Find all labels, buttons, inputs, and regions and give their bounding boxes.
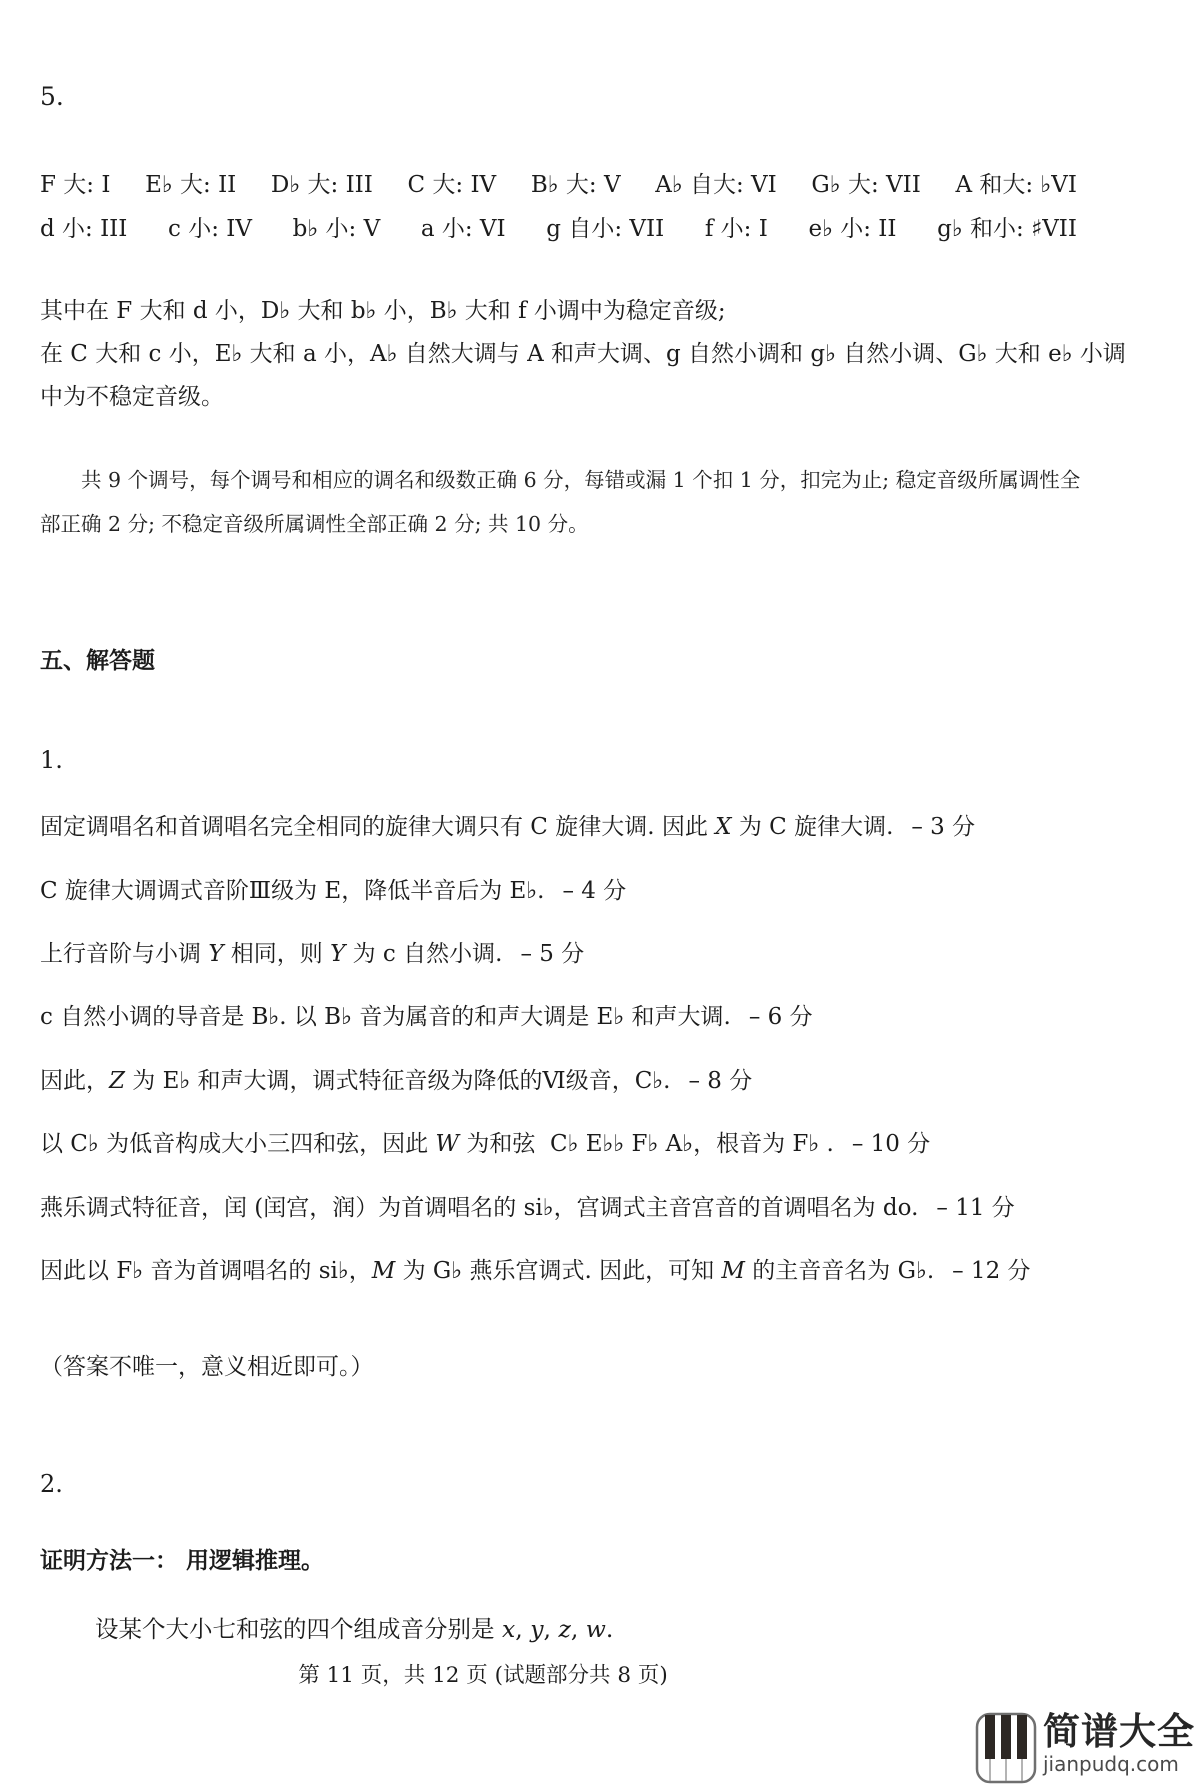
key-degree: g 自小: VII (546, 216, 665, 242)
key-degree: d 小: III (40, 216, 128, 242)
text-run: . (605, 1615, 614, 1643)
text-run: 为 G♭ 燕乐宫调式. 因此，可知 (395, 1257, 722, 1284)
question-5-label: 5. (40, 82, 64, 111)
answer-text (40, 1062, 670, 1095)
key-degree: a 小: VI (420, 216, 506, 242)
text-run: , (515, 1615, 531, 1643)
math-variable: Y (330, 940, 346, 967)
math-variable: Z (109, 1067, 125, 1094)
math-variable: X (715, 814, 732, 841)
text-run: 因此， (40, 1067, 109, 1094)
proof-setup-line (95, 1610, 613, 1644)
text-run: 上行音阶与小调 (40, 940, 209, 967)
answer-steps-list (40, 793, 1150, 1300)
text-run: 设某个大小七和弦的四个组成音分别是 (95, 1615, 502, 1643)
answer-text (40, 935, 502, 968)
text-run: 为和弦 C♭ E♭♭ F♭ A♭，根音为 F♭ . (459, 1131, 834, 1158)
answer-step (40, 1173, 1150, 1236)
question-2-label: 2. (40, 1470, 63, 1498)
text-run: 为 c 自然小调. (345, 940, 503, 967)
watermark-text (1043, 1712, 1195, 1776)
key-degree: e♭ 小: II (808, 216, 897, 242)
key-degree: B♭ 大: V (530, 172, 621, 198)
answer-text (40, 1125, 834, 1158)
score-deduction: – 12 分 (952, 1257, 1031, 1284)
question-1-label: 1. (40, 746, 63, 774)
key-degree: g♭ 和小: ♯VII (937, 216, 1077, 242)
key-degree: b♭ 小: V (292, 216, 381, 242)
math-variable: M (721, 1257, 745, 1284)
key-degree: E♭ 大: II (145, 172, 237, 198)
key-degree: A♭ 自大: VI (655, 172, 777, 198)
section-heading: 五、解答题 (40, 648, 155, 674)
piano-keys-icon (975, 1712, 1037, 1784)
text-run: 为 C 旋律大调. (731, 814, 894, 841)
watermark-url: jianpudq.com (1043, 1752, 1179, 1776)
text-run: 因此以 F♭ 音为首调唱名的 si♭， (40, 1257, 372, 1284)
math-variable: W (435, 1131, 460, 1158)
score-deduction: – 10 分 (851, 1131, 931, 1158)
math-variable: w (585, 1615, 606, 1643)
text-run: 为 E♭ 和声大调，调式特征音级为降低的Ⅵ级音，C♭. (124, 1067, 671, 1094)
answer-text (40, 998, 731, 1031)
answer-step (40, 920, 1150, 983)
watermark-title: 简谱大全 (1043, 1710, 1195, 1753)
answer-step (40, 1047, 1150, 1110)
text-run: 相同，则 (223, 940, 331, 967)
key-degree: F 大: I (40, 172, 111, 198)
answer-step (40, 856, 1150, 919)
text-run: , (543, 1615, 559, 1643)
score-deduction: – 11 分 (936, 1194, 1015, 1221)
answer-step (40, 1237, 1150, 1300)
math-variable: M (371, 1257, 396, 1284)
answer-text (40, 1252, 934, 1285)
math-variable: x (501, 1615, 516, 1643)
text-run: 以 C♭ 为低音构成大小三四和弦，因此 (40, 1131, 436, 1158)
score-deduction: – 5 分 (520, 940, 585, 967)
scoring-note: 共 9 个调号，每个调号和相应的调名和级数正确 6 分，每错或漏 1 个扣 1 分，扣完为止; 稳定音级所属调性全部正确 2 分; 不稳定音级所属调性全部正确 2 分; 共 10 分。 (40, 468, 1081, 536)
text-run: C 旋律大调调式音阶Ⅲ级为 E，降低半音后为 E♭. (40, 877, 545, 904)
stability-line-1: 其中在 F 大和 d 小，D♭ 大和 b♭ 小，B♭ 大和 f 小调中为稳定音级; (40, 298, 726, 324)
answer-step (40, 983, 1150, 1046)
answers-note: （答案不唯一，意义相近即可。） (40, 1354, 374, 1380)
stability-paragraph (40, 290, 1126, 419)
text-run: 固定调唱名和首调唱名完全相同的旋律大调只有 C 旋律大调. 因此 (40, 814, 716, 841)
stability-line-2: 在 C 大和 c 小，E♭ 大和 a 小，A♭ 自然大调与 A 和声大调、g 自然小调和 g♭ 自然小调、G♭ 大和 e♭ 小调 (40, 341, 1126, 367)
score-deduction: – 3 分 (911, 814, 976, 841)
math-variable: y (530, 1615, 544, 1643)
key-degree: c 小: IV (168, 216, 252, 242)
key-degree: A 和大: ♭VI (955, 172, 1077, 198)
answer-text (40, 808, 893, 841)
keys-row-minor (40, 210, 1077, 243)
text-run: 的主音音名为 G♭. (744, 1257, 935, 1284)
answer-step (40, 793, 1150, 856)
math-variable: Y (208, 940, 224, 967)
keys-row-major (40, 166, 1077, 199)
key-degree: D♭ 大: III (270, 172, 373, 198)
key-degree: G♭ 大: VII (811, 172, 921, 198)
watermark (975, 1712, 1195, 1784)
proof-method-heading: 证明方法一： 用逻辑推理。 (40, 1548, 325, 1574)
answer-text (40, 872, 544, 905)
score-deduction: – 6 分 (748, 1004, 813, 1031)
score-deduction: – 4 分 (562, 877, 627, 904)
text-run: c 自然小调的导音是 B♭. 以 B♭ 音为属音的和声大调是 E♭ 和声大调. (40, 1004, 731, 1031)
key-degree: C 大: IV (407, 172, 497, 198)
answer-step (40, 1110, 1150, 1173)
math-variable: z (558, 1615, 571, 1643)
text-run: , (570, 1615, 586, 1643)
text-run: 燕乐调式特征音，闰 (闰宫，润）为首调唱名的 si♭，宫调式主音宫音的首调唱名为 do. (40, 1194, 919, 1221)
answer-text (40, 1189, 918, 1222)
score-deduction: – 8 分 (688, 1067, 753, 1094)
page-footer: 第 11 页，共 12 页 (试题部分共 8 页) (298, 1663, 668, 1688)
key-degree: f 小: I (704, 216, 768, 242)
stability-line-3: 中为不稳定音级。 (40, 384, 224, 410)
